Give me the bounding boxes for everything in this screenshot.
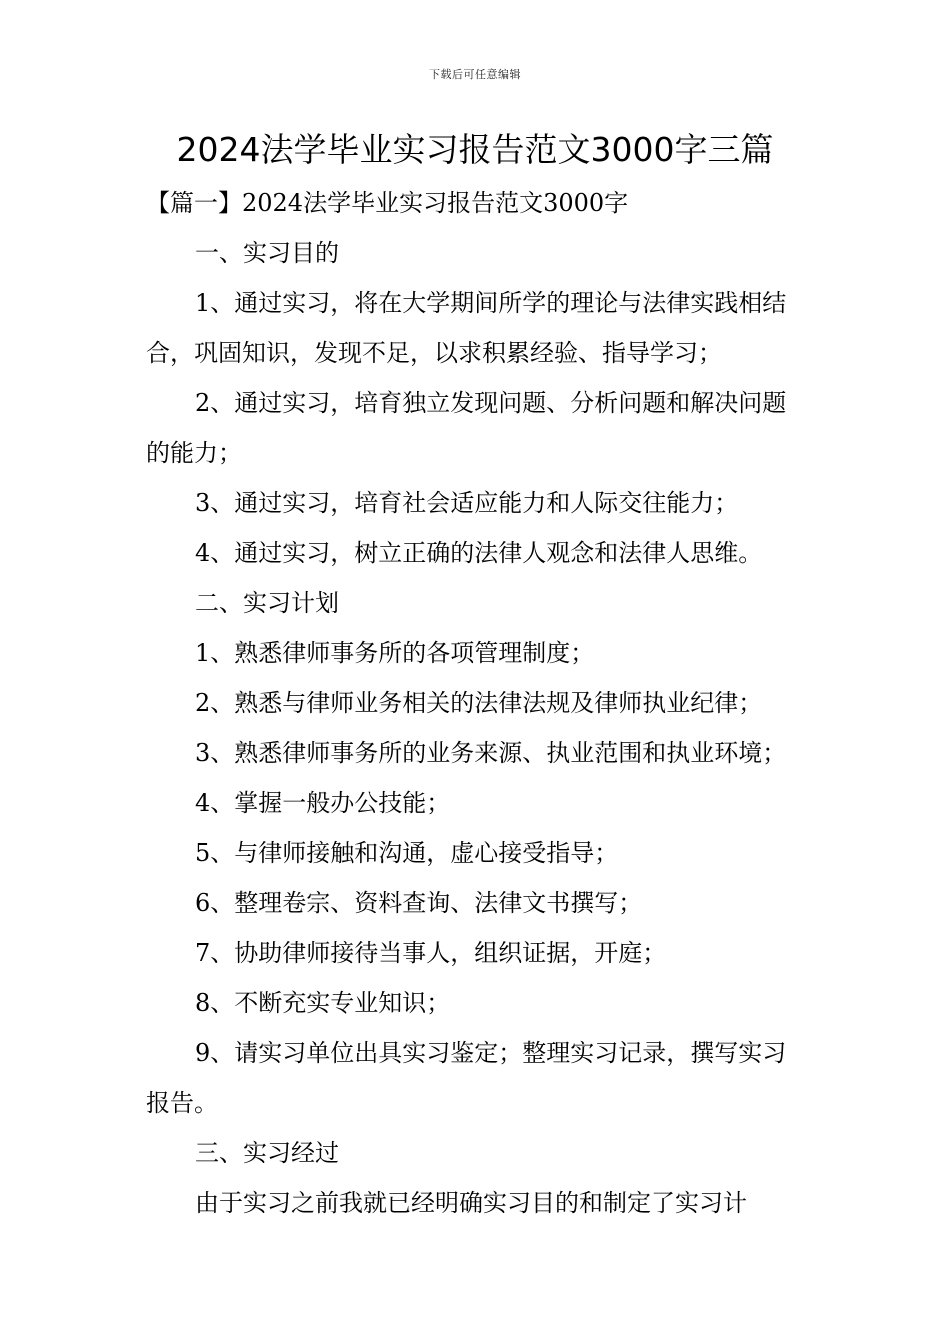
paragraph: 由于实习之前我就已经明确实习目的和制定了实习计 <box>195 1189 747 1217</box>
paragraph: 8、不断充实专业知识； <box>195 989 451 1017</box>
paragraph: 2、通过实习，培育独立发现问题、分析问题和解决问题的能力； <box>146 389 787 467</box>
document-title: 2024法学毕业实习报告范文3000字三篇 <box>176 130 774 169</box>
paragraph: 1、通过实习，将在大学期间所学的理论与法律实践相结合，巩固知识，发现不足，以求积累经验、指导学习； <box>146 289 787 367</box>
paragraph: 1、熟悉律师事务所的各项管理制度； <box>195 639 595 667</box>
paragraph: 4、通过实习，树立正确的法律人观念和法律人思维。 <box>195 539 763 567</box>
paragraph: 7、协助律师接待当事人，组织证据，开庭； <box>195 939 667 967</box>
paragraph: 5、与律师接触和沟通，虚心接受指导； <box>195 839 619 867</box>
section-heading: 二、实习计划 <box>195 589 339 617</box>
section-heading: 一、实习目的 <box>195 239 339 267</box>
paragraph: 4、掌握一般办公技能； <box>195 789 451 817</box>
paragraph: 2、熟悉与律师业务相关的法律法规及律师执业纪律； <box>195 689 763 717</box>
paragraph: 6、整理卷宗、资料查询、法律文书撰写； <box>195 889 643 917</box>
paragraph: 9、请实习单位出具实习鉴定；整理实习记录，撰写实习报告。 <box>146 1039 787 1117</box>
paragraph: 3、熟悉律师事务所的业务来源、执业范围和执业环境； <box>195 739 787 767</box>
paragraph: 3、通过实习，培育社会适应能力和人际交往能力； <box>195 489 739 517</box>
document-body <box>146 178 808 1228</box>
section-heading: 三、实习经过 <box>195 1139 339 1167</box>
section-subtitle: 【篇一】2024法学毕业实习报告范文3000字 <box>146 189 629 217</box>
header-note: 下载后可任意编辑 <box>429 68 521 81</box>
